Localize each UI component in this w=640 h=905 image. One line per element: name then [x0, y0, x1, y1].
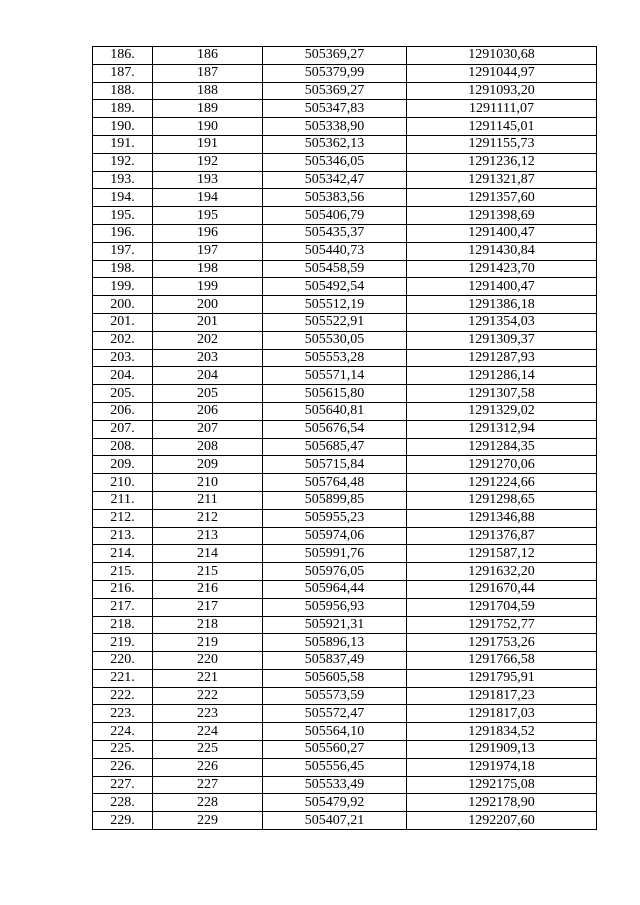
table-row [93, 491, 597, 509]
x-coordinate-cell: 505369,27 [263, 47, 407, 65]
point-number-cell: 220 [153, 652, 263, 670]
table-row [93, 669, 597, 687]
x-coordinate-cell: 505435,37 [263, 224, 407, 242]
row-number-cell: 209. [93, 456, 153, 474]
row-number-cell: 195. [93, 207, 153, 225]
point-number-cell: 203 [153, 349, 263, 367]
point-number-cell: 199 [153, 278, 263, 296]
row-number-cell: 215. [93, 563, 153, 581]
row-number-cell: 227. [93, 776, 153, 794]
row-number-cell: 223. [93, 705, 153, 723]
x-coordinate-cell: 505572,47 [263, 705, 407, 723]
table-row [93, 545, 597, 563]
row-number-cell: 204. [93, 367, 153, 385]
y-coordinate-cell: 1292175,08 [407, 776, 597, 794]
point-number-cell: 217 [153, 598, 263, 616]
y-coordinate-cell: 1291974,18 [407, 758, 597, 776]
point-number-cell: 222 [153, 687, 263, 705]
point-number-cell: 214 [153, 545, 263, 563]
coordinates-table-body [93, 47, 597, 830]
y-coordinate-cell: 1291704,59 [407, 598, 597, 616]
y-coordinate-cell: 1291111,07 [407, 100, 597, 118]
x-coordinate-cell: 505676,54 [263, 420, 407, 438]
point-number-cell: 206 [153, 402, 263, 420]
row-number-cell: 226. [93, 758, 153, 776]
point-number-cell: 200 [153, 296, 263, 314]
y-coordinate-cell: 1291354,03 [407, 313, 597, 331]
x-coordinate-cell: 505615,80 [263, 385, 407, 403]
y-coordinate-cell: 1291423,70 [407, 260, 597, 278]
point-number-cell: 224 [153, 723, 263, 741]
row-number-cell: 187. [93, 64, 153, 82]
x-coordinate-cell: 505522,91 [263, 313, 407, 331]
x-coordinate-cell: 505512,19 [263, 296, 407, 314]
point-number-cell: 208 [153, 438, 263, 456]
table-row [93, 189, 597, 207]
y-coordinate-cell: 1291400,47 [407, 224, 597, 242]
row-number-cell: 217. [93, 598, 153, 616]
table-row [93, 278, 597, 296]
x-coordinate-cell: 505564,10 [263, 723, 407, 741]
y-coordinate-cell: 1291795,91 [407, 669, 597, 687]
y-coordinate-cell: 1291766,58 [407, 652, 597, 670]
row-number-cell: 193. [93, 171, 153, 189]
point-number-cell: 205 [153, 385, 263, 403]
table-row [93, 385, 597, 403]
row-number-cell: 200. [93, 296, 153, 314]
table-row [93, 758, 597, 776]
x-coordinate-cell: 505406,79 [263, 207, 407, 225]
y-coordinate-cell: 1291670,44 [407, 580, 597, 598]
x-coordinate-cell: 505533,49 [263, 776, 407, 794]
table-row [93, 153, 597, 171]
y-coordinate-cell: 1291909,13 [407, 741, 597, 759]
row-number-cell: 205. [93, 385, 153, 403]
x-coordinate-cell: 505530,05 [263, 331, 407, 349]
y-coordinate-cell: 1291286,14 [407, 367, 597, 385]
y-coordinate-cell: 1291093,20 [407, 82, 597, 100]
point-number-cell: 195 [153, 207, 263, 225]
table-row [93, 402, 597, 420]
row-number-cell: 203. [93, 349, 153, 367]
point-number-cell: 215 [153, 563, 263, 581]
table-row [93, 171, 597, 189]
table-row [93, 296, 597, 314]
table-row [93, 82, 597, 100]
x-coordinate-cell: 505440,73 [263, 242, 407, 260]
y-coordinate-cell: 1291321,87 [407, 171, 597, 189]
table-row [93, 47, 597, 65]
table-row [93, 598, 597, 616]
row-number-cell: 189. [93, 100, 153, 118]
x-coordinate-cell: 505974,06 [263, 527, 407, 545]
row-number-cell: 214. [93, 545, 153, 563]
point-number-cell: 221 [153, 669, 263, 687]
table-row [93, 438, 597, 456]
y-coordinate-cell: 1291236,12 [407, 153, 597, 171]
row-number-cell: 221. [93, 669, 153, 687]
table-row [93, 509, 597, 527]
x-coordinate-cell: 505346,05 [263, 153, 407, 171]
row-number-cell: 199. [93, 278, 153, 296]
table-row [93, 741, 597, 759]
table-row [93, 616, 597, 634]
x-coordinate-cell: 505556,45 [263, 758, 407, 776]
x-coordinate-cell: 505955,23 [263, 509, 407, 527]
y-coordinate-cell: 1291270,06 [407, 456, 597, 474]
y-coordinate-cell: 1291400,47 [407, 278, 597, 296]
point-number-cell: 211 [153, 491, 263, 509]
x-coordinate-cell: 505362,13 [263, 135, 407, 153]
row-number-cell: 222. [93, 687, 153, 705]
row-number-cell: 211. [93, 491, 153, 509]
point-number-cell: 202 [153, 331, 263, 349]
x-coordinate-cell: 505956,93 [263, 598, 407, 616]
table-row [93, 474, 597, 492]
point-number-cell: 187 [153, 64, 263, 82]
y-coordinate-cell: 1291284,35 [407, 438, 597, 456]
row-number-cell: 229. [93, 812, 153, 830]
row-number-cell: 186. [93, 47, 153, 65]
point-number-cell: 227 [153, 776, 263, 794]
x-coordinate-cell: 505764,48 [263, 474, 407, 492]
point-number-cell: 196 [153, 224, 263, 242]
y-coordinate-cell: 1291287,93 [407, 349, 597, 367]
point-number-cell: 229 [153, 812, 263, 830]
point-number-cell: 190 [153, 118, 263, 136]
point-number-cell: 194 [153, 189, 263, 207]
row-number-cell: 202. [93, 331, 153, 349]
x-coordinate-cell: 505338,90 [263, 118, 407, 136]
x-coordinate-cell: 505640,81 [263, 402, 407, 420]
table-row [93, 242, 597, 260]
point-number-cell: 219 [153, 634, 263, 652]
row-number-cell: 219. [93, 634, 153, 652]
row-number-cell: 198. [93, 260, 153, 278]
row-number-cell: 220. [93, 652, 153, 670]
x-coordinate-cell: 505605,58 [263, 669, 407, 687]
x-coordinate-cell: 505896,13 [263, 634, 407, 652]
y-coordinate-cell: 1291753,26 [407, 634, 597, 652]
point-number-cell: 223 [153, 705, 263, 723]
table-row [93, 794, 597, 812]
table-row [93, 687, 597, 705]
table-row [93, 349, 597, 367]
x-coordinate-cell: 505715,84 [263, 456, 407, 474]
x-coordinate-cell: 505479,92 [263, 794, 407, 812]
y-coordinate-cell: 1291817,03 [407, 705, 597, 723]
row-number-cell: 191. [93, 135, 153, 153]
row-number-cell: 218. [93, 616, 153, 634]
x-coordinate-cell: 505560,27 [263, 741, 407, 759]
row-number-cell: 188. [93, 82, 153, 100]
point-number-cell: 201 [153, 313, 263, 331]
x-coordinate-cell: 505899,85 [263, 491, 407, 509]
point-number-cell: 226 [153, 758, 263, 776]
table-row [93, 224, 597, 242]
table-row [93, 313, 597, 331]
x-coordinate-cell: 505407,21 [263, 812, 407, 830]
y-coordinate-cell: 1291386,18 [407, 296, 597, 314]
point-number-cell: 197 [153, 242, 263, 260]
x-coordinate-cell: 505553,28 [263, 349, 407, 367]
table-row [93, 367, 597, 385]
row-number-cell: 210. [93, 474, 153, 492]
point-number-cell: 210 [153, 474, 263, 492]
row-number-cell: 213. [93, 527, 153, 545]
point-number-cell: 228 [153, 794, 263, 812]
x-coordinate-cell: 505921,31 [263, 616, 407, 634]
y-coordinate-cell: 1291817,23 [407, 687, 597, 705]
y-coordinate-cell: 1291632,20 [407, 563, 597, 581]
y-coordinate-cell: 1291044,97 [407, 64, 597, 82]
table-row [93, 207, 597, 225]
row-number-cell: 228. [93, 794, 153, 812]
table-row [93, 563, 597, 581]
x-coordinate-cell: 505458,59 [263, 260, 407, 278]
x-coordinate-cell: 505573,59 [263, 687, 407, 705]
x-coordinate-cell: 505342,47 [263, 171, 407, 189]
table-row [93, 723, 597, 741]
row-number-cell: 224. [93, 723, 153, 741]
y-coordinate-cell: 1291224,66 [407, 474, 597, 492]
x-coordinate-cell: 505347,83 [263, 100, 407, 118]
table-row [93, 135, 597, 153]
row-number-cell: 212. [93, 509, 153, 527]
x-coordinate-cell: 505379,99 [263, 64, 407, 82]
y-coordinate-cell: 1291329,02 [407, 402, 597, 420]
point-number-cell: 189 [153, 100, 263, 118]
table-row [93, 652, 597, 670]
table-row [93, 331, 597, 349]
x-coordinate-cell: 505492,54 [263, 278, 407, 296]
row-number-cell: 201. [93, 313, 153, 331]
point-number-cell: 188 [153, 82, 263, 100]
table-row [93, 100, 597, 118]
point-number-cell: 218 [153, 616, 263, 634]
y-coordinate-cell: 1291312,94 [407, 420, 597, 438]
point-number-cell: 207 [153, 420, 263, 438]
x-coordinate-cell: 505571,14 [263, 367, 407, 385]
row-number-cell: 190. [93, 118, 153, 136]
point-number-cell: 191 [153, 135, 263, 153]
table-row [93, 456, 597, 474]
x-coordinate-cell: 505837,49 [263, 652, 407, 670]
table-row [93, 812, 597, 830]
y-coordinate-cell: 1291309,37 [407, 331, 597, 349]
point-number-cell: 204 [153, 367, 263, 385]
y-coordinate-cell: 1291030,68 [407, 47, 597, 65]
y-coordinate-cell: 1291307,58 [407, 385, 597, 403]
row-number-cell: 216. [93, 580, 153, 598]
row-number-cell: 208. [93, 438, 153, 456]
y-coordinate-cell: 1291376,87 [407, 527, 597, 545]
row-number-cell: 196. [93, 224, 153, 242]
x-coordinate-cell: 505991,76 [263, 545, 407, 563]
y-coordinate-cell: 1291587,12 [407, 545, 597, 563]
x-coordinate-cell: 505964,44 [263, 580, 407, 598]
table-row [93, 420, 597, 438]
row-number-cell: 225. [93, 741, 153, 759]
point-number-cell: 225 [153, 741, 263, 759]
table-row [93, 634, 597, 652]
point-number-cell: 216 [153, 580, 263, 598]
point-number-cell: 192 [153, 153, 263, 171]
row-number-cell: 197. [93, 242, 153, 260]
point-number-cell: 212 [153, 509, 263, 527]
x-coordinate-cell: 505383,56 [263, 189, 407, 207]
y-coordinate-cell: 1291357,60 [407, 189, 597, 207]
y-coordinate-cell: 1291752,77 [407, 616, 597, 634]
x-coordinate-cell: 505685,47 [263, 438, 407, 456]
y-coordinate-cell: 1291346,88 [407, 509, 597, 527]
row-number-cell: 206. [93, 402, 153, 420]
y-coordinate-cell: 1291155,73 [407, 135, 597, 153]
y-coordinate-cell: 1291430,84 [407, 242, 597, 260]
point-number-cell: 209 [153, 456, 263, 474]
y-coordinate-cell: 1291398,69 [407, 207, 597, 225]
row-number-cell: 192. [93, 153, 153, 171]
point-number-cell: 198 [153, 260, 263, 278]
point-number-cell: 186 [153, 47, 263, 65]
y-coordinate-cell: 1291834,52 [407, 723, 597, 741]
table-row [93, 527, 597, 545]
x-coordinate-cell: 505369,27 [263, 82, 407, 100]
table-row [93, 64, 597, 82]
point-number-cell: 193 [153, 171, 263, 189]
y-coordinate-cell: 1291145,01 [407, 118, 597, 136]
coordinates-table [92, 46, 597, 830]
row-number-cell: 194. [93, 189, 153, 207]
y-coordinate-cell: 1292178,90 [407, 794, 597, 812]
row-number-cell: 207. [93, 420, 153, 438]
table-row [93, 118, 597, 136]
y-coordinate-cell: 1291298,65 [407, 491, 597, 509]
table-row [93, 705, 597, 723]
table-row [93, 580, 597, 598]
point-number-cell: 213 [153, 527, 263, 545]
x-coordinate-cell: 505976,05 [263, 563, 407, 581]
table-row [93, 776, 597, 794]
y-coordinate-cell: 1292207,60 [407, 812, 597, 830]
table-row [93, 260, 597, 278]
